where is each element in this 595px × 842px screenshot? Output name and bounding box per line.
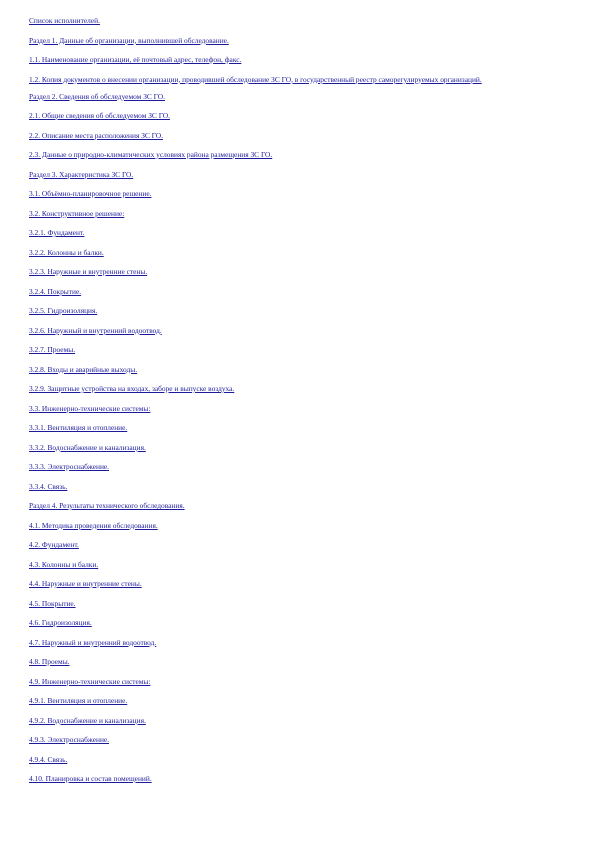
toc-link[interactable]: 3.3.3. Электроснабжение. — [29, 462, 110, 471]
toc-link[interactable]: 4.9.4. Связь. — [29, 754, 68, 764]
toc-item[interactable] — [29, 326, 549, 335]
toc-item[interactable] — [29, 111, 549, 120]
toc-link[interactable]: 4.9. Инженерно-технические системы: — [29, 676, 151, 686]
toc-item[interactable] — [29, 228, 549, 237]
toc-link[interactable]: 4.4. Наружные и внутренние стены. — [29, 579, 142, 588]
toc-item[interactable] — [29, 716, 549, 725]
toc-link[interactable]: 3.3.2. Водоснабжение и канализация. — [29, 442, 146, 452]
toc-item[interactable] — [29, 267, 549, 276]
toc-link[interactable]: 4.7. Наружный и внутренний водоотвод. — [29, 637, 157, 647]
toc-item[interactable] — [29, 92, 549, 101]
toc-item[interactable] — [29, 36, 549, 45]
toc-item[interactable] — [29, 384, 549, 393]
toc-item[interactable] — [29, 423, 549, 432]
toc-item[interactable] — [29, 443, 549, 452]
toc-link[interactable]: 3.2.2. Колонны и балки. — [29, 247, 104, 257]
toc-link[interactable]: 3.2.5. Гидроизоляция. — [29, 306, 98, 315]
toc-link[interactable]: 4.2. Фундамент. — [29, 540, 79, 549]
toc-link[interactable]: 3.2.6. Наружный и внутренний водоотвод. — [29, 325, 162, 335]
toc-item[interactable] — [29, 287, 549, 296]
toc-link[interactable]: 4.10. Планировка и состав помещений. — [29, 774, 152, 783]
toc-link[interactable]: 3.3. Инженерно-технические системы: — [29, 403, 151, 413]
toc-item[interactable] — [29, 735, 549, 744]
toc-item[interactable] — [29, 599, 549, 608]
toc-item[interactable] — [29, 248, 549, 257]
toc-item[interactable] — [29, 482, 549, 491]
toc-item[interactable] — [29, 755, 549, 764]
toc-item[interactable] — [29, 75, 549, 84]
toc-item[interactable] — [29, 560, 549, 569]
toc-item[interactable] — [29, 404, 549, 413]
toc-item[interactable] — [29, 618, 549, 627]
toc-item[interactable] — [29, 579, 549, 588]
toc-item[interactable] — [29, 521, 549, 530]
toc-item[interactable] — [29, 677, 549, 686]
toc-link[interactable]: 3.2.9. Защитные устройства на входах, заборе и выпуске воздуха. — [29, 384, 235, 393]
toc-item[interactable] — [29, 170, 549, 179]
toc-link[interactable]: 4.1. Методика проведения обследования. — [29, 520, 158, 530]
toc-link[interactable]: 3.2.1. Фундамент. — [29, 228, 85, 237]
toc-link[interactable]: 2.2. Описание места расположения ЗС ГО. — [29, 130, 163, 140]
toc-link[interactable]: 2.3. Данные о природно-климатических условиях района размещения ЗС ГО. — [29, 150, 273, 159]
toc-link[interactable]: 4.8. Проемы. — [29, 657, 70, 666]
toc-link[interactable]: 1.1. Наименование организации, её почтовый адрес, телефон, факс. — [29, 55, 242, 64]
toc-item[interactable] — [29, 638, 549, 647]
toc-link[interactable]: 4.9.1. Вентиляция и отопление. — [29, 696, 128, 705]
toc-link[interactable]: 4.5. Покрытие. — [29, 598, 76, 608]
toc-item[interactable] — [29, 150, 549, 159]
toc-link[interactable]: Раздел 4. Результаты технического обследования. — [29, 501, 185, 510]
toc-link[interactable]: Список исполнителей. — [29, 16, 100, 25]
toc-item[interactable] — [29, 462, 549, 471]
toc-link[interactable]: 3.2.8. Входы и аварийные выходы. — [29, 364, 138, 374]
toc-item[interactable] — [29, 16, 549, 25]
toc-link[interactable]: 3.2.4. Покрытие. — [29, 286, 82, 296]
toc-link[interactable]: 4.3. Колонны и балки. — [29, 559, 99, 569]
toc-link[interactable]: 4.9.3. Электроснабжение. — [29, 735, 110, 744]
toc-link[interactable]: 3.2. Конструктивное решение: — [29, 208, 125, 218]
toc-item[interactable] — [29, 365, 549, 374]
toc-link[interactable]: 2.1. Общие сведения об обследуемом ЗС ГО. — [29, 111, 170, 120]
toc-item[interactable] — [29, 189, 549, 198]
toc-link[interactable]: Раздел 1. Данные об организации, выполнившей обследование. — [29, 35, 229, 45]
toc-item[interactable] — [29, 501, 549, 510]
toc-link[interactable]: Раздел 2. Сведения об обследуемом ЗС ГО. — [29, 91, 165, 101]
toc-item[interactable] — [29, 774, 549, 783]
toc-link[interactable]: 3.2.3. Наружные и внутренние стены. — [29, 267, 148, 276]
toc-link[interactable]: 4.9.2. Водоснабжение и канализация. — [29, 715, 146, 725]
toc-item[interactable] — [29, 345, 549, 354]
toc-item[interactable] — [29, 306, 549, 315]
toc-link[interactable]: 4.6. Гидроизоляция. — [29, 618, 92, 627]
toc-link[interactable]: 1.2. Копия документов о внесении организации, проводившей обследование ЗС ГО, в государственный реестр саморегулируемых организаций. — [29, 74, 482, 84]
toc-link[interactable]: Раздел 3. Характеристика ЗС ГО. — [29, 169, 134, 179]
toc-item[interactable] — [29, 540, 549, 549]
toc-link[interactable]: 3.2.7. Проемы. — [29, 345, 76, 354]
table-of-contents — [29, 16, 549, 794]
toc-item[interactable] — [29, 209, 549, 218]
toc-item[interactable] — [29, 131, 549, 140]
toc-item[interactable] — [29, 55, 549, 64]
toc-item[interactable] — [29, 696, 549, 705]
toc-link[interactable]: 3.3.1. Вентиляция и отопление. — [29, 423, 128, 432]
toc-item[interactable] — [29, 657, 549, 666]
toc-link[interactable]: 3.1. Объёмно-планировочное решение. — [29, 189, 152, 198]
toc-link[interactable]: 3.3.4. Связь. — [29, 481, 68, 491]
